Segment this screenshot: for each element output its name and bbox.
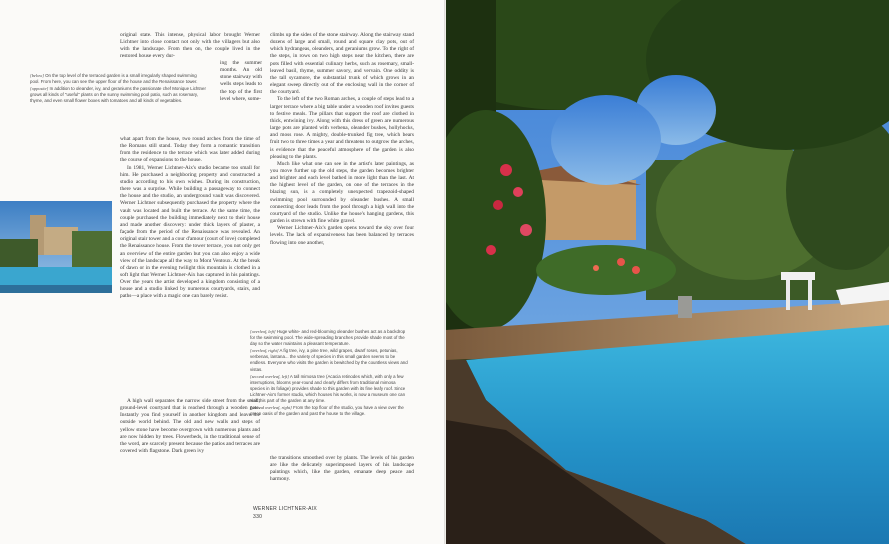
column-a-wrap [220, 60, 262, 103]
column-a-lower [120, 398, 260, 455]
caption-label: [opposite] [30, 86, 49, 92]
caption-block-left [30, 73, 206, 105]
caption-text: In addition to oleander, ivy, and geraniums the passionate chef Monique Lichtner grows all kinds of "useful" plants on the sunny swimming pool patio, such as rosemary, thyme, and even small flower boxes with tomatoes and all kinds of vegetables. [30, 86, 206, 104]
paragraph: the transitions smoothed over by plants. The levels of his garden are like the delicately superimposed layers of his landscape paintings which, like the garden, emanate deep peace and harmony. [270, 455, 414, 483]
paragraph: Much like what one can see in the artist's later paintings, as you move further up the old steps, the garden becomes brighter and brighter and each level bathed in more light than the last. At the highest level of the garden, on one of the terraces in the blazing sun, is a completely unexpected trapezoid-shaped swimming pool surrounded by oleander bushes. A small connecting door leads from the pool through a high wall into the courtyard of the studio. Unlike the house's hanging gardens, this garden is strewn with fine white gravel. [270, 160, 414, 225]
page-number: 330 [253, 514, 263, 520]
caption [30, 86, 206, 104]
photo-image [446, 0, 889, 544]
paragraph: A high wall separates the narrow side street from the small, ground-level courtyard that is reached through a wooden gate. Instantly you find yourself in another kingdom and leave the outside world behind. The old and new walls and steps of yellow stone have become overgrown with numerous plants and are now hidden by trees. Flowerbeds, in the traditional sense of the word, are scarcely present because the patios and terraces are covered with flagstone. Dark green ivy [120, 398, 260, 455]
caption [250, 329, 410, 347]
caption-text: A tall mimosa tree (Acacia retinodes which, with only a few interruptions, blooms year-round and clearly differs from traditional mimosa species in its foliage) provides shade to this garden with its fine leafy roof. Since Lichtner-Aix's former studio, which houses his works, is now a museum one can visit this part of the garden at any time. [250, 373, 406, 404]
caption-label: [second overleaf, right] [250, 405, 292, 411]
caption-label: [overleaf, right] [250, 348, 279, 354]
caption-text: Huge white- and red-blooming oleander bushes act as a backdrop for the swimming pool. The wide-spreading branches provide shade most of the day so the water maintains a pleasant temperature. [250, 329, 406, 347]
paragraph: Werner Lichtner-Aix's garden opens toward the sky over four levels. The lack of expansiveness has been balanced by terraces flowing into one another, [270, 225, 414, 246]
column-a-main [120, 136, 260, 301]
caption-label: [second overleaf, left] [250, 373, 289, 379]
page-footer [253, 505, 317, 521]
caption-text: On the top level of the terraced garden is a small irregularly shaped swimming pool. From here, you can see the upper floor of the house and the Renaissance tower. [30, 73, 198, 85]
caption-text: A fig tree, ivy, a pine tree, wild grapes, dwarf roses, petunias, verbenas, lantana... the variety of species in this small garden seems to be endless. Everyone who visits the garden is bewitched by the countless views and vistas. [250, 348, 408, 372]
thumbnail-image [0, 201, 112, 293]
column-b-end [270, 455, 414, 484]
footer-title: WERNER LICHTNER-AIX [253, 506, 318, 512]
column-b [270, 32, 414, 247]
paragraph: original state. This intense, physical labor brought Werner Lichtner into close contact not only with the villagers but also with the landscape. From then on, the couple lived in the restored house every dur- [120, 32, 260, 60]
column-a-top [120, 32, 260, 61]
paragraph: what apart from the house, two round arches from the time of the Romans still stand. Today they form a romantic transition from the residence to the terrace which was later added during the course of expansions to the house. [120, 136, 260, 164]
caption [250, 374, 410, 404]
paragraph: In 1981, Werner Lichtner-Aix's studio became too small for him. He purchased a neighboring property and constructed a studio according to his own wishes. During its construction, there was a surprise. While building a passageway to connect the house and the studio, an underground vault was discovered. Werner Lichtner subsequently purchased the property where the vault was located and built the terrace. At the same time, the couple purchased the building immediately next to their house and made another discovery: under thick layers of plaster, a façade from the period of the Renaissance was revealed. An original stair tower and a cour d'amour (court of love) completed the Renaissance house. From the tower terrace, you not only get an overview of the entire garden but you can also enjoy a wide view of the landscape all the way to Mont Ventoux. At the break of dawn or in the evening twilight this mountain is clothed in a soft light that Werner Lichtner-Aix has captured in his paintings. Over the years the artist developed a kingdom consisting of a house and a studio linked by numerous courtyards, stairs, and paths—a place with a magic one can barely resist. [120, 164, 260, 300]
caption-label: [below] [30, 73, 44, 78]
caption-label: [overleaf, left] [250, 329, 276, 334]
pool-thumbnail-photo [0, 201, 112, 293]
paragraph: ing the summer months. An old stone stairway with wells steps leads to the top of the first level where, some- [220, 60, 262, 102]
caption-text: From the top floor of the studio, you have a view over the green oasis of the garden and past the house to the village. [250, 405, 404, 417]
caption [30, 73, 206, 85]
pool-garden-photo [446, 0, 889, 544]
paragraph: To the left of the two Roman arches, a couple of steps lead to a larger terrace where a big table under a wooden roof invites guests to festive meals. The pillars that support the roof are clothed in thick, entwining ivy. Along with this dress of green are numerous large pots are planted with verbena, oleander bushes, hollyhocks, and moss rose. A mighty, double-trunked fig tree, which bears fruit two to three times a year and threatens to outgrow the arches, is evidence that the peaceful atmosphere of the garden is also pleasing to the plants. [270, 96, 414, 160]
caption [250, 348, 410, 372]
paragraph: climbs up the sides of the stone stairway. Along the stairway stand dozens of large and small, round and square clay pots, out of which hydrangeas, oleanders, and geraniums grow. To the right of the steps, in rows on two high steps near the kitchen, there are pots filled with essential culinary herbs, such as rosemary, small-leaved basil, thyme, summer savory, and vervain. One oddity is the tall sycamore, the substantial trunk of which grows in an elegant sweep directly out of the enclosing wall in the corner of the courtyard. [270, 32, 414, 96]
caption-block-mid [250, 329, 410, 418]
caption [250, 405, 410, 417]
